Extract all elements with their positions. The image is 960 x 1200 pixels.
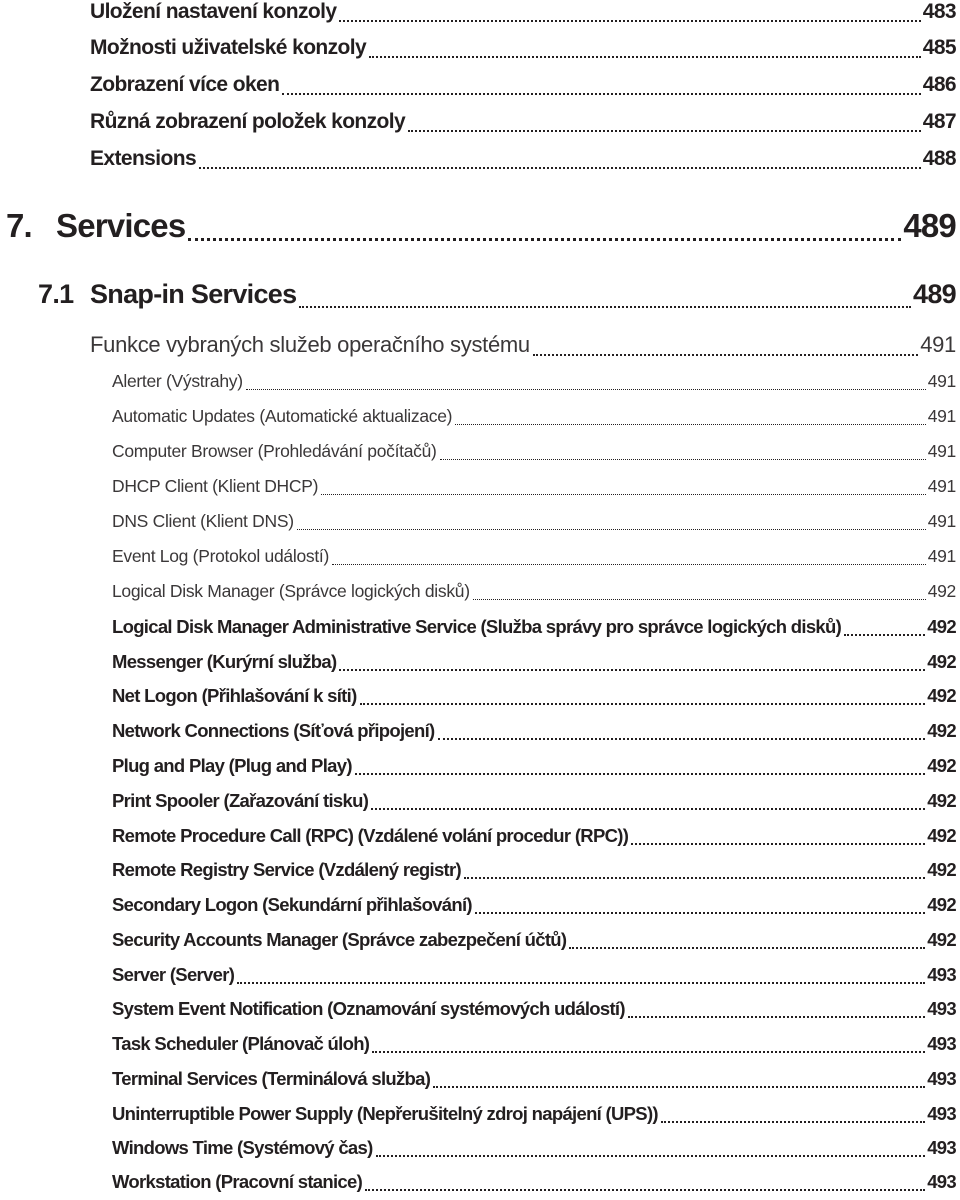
toc-service-entry[interactable]	[112, 441, 956, 465]
service-title: Event Log (Protokol událostí)	[112, 546, 329, 566]
dot-leader	[569, 929, 925, 954]
toc-service-entry[interactable]	[112, 1068, 956, 1093]
service-title: Task Scheduler (Plánovač úloh)	[112, 1033, 370, 1054]
service-page: 492	[927, 685, 956, 706]
dot-leader	[661, 1103, 925, 1128]
toc-subsection[interactable]	[90, 332, 956, 362]
toc-service-entry[interactable]	[112, 511, 956, 535]
toc-service-entry[interactable]	[112, 1171, 956, 1196]
toc-service-entry[interactable]	[112, 1033, 956, 1058]
section-page: 489	[913, 279, 956, 309]
toc-entry-title: Extensions	[90, 147, 197, 170]
service-page: 491	[927, 511, 956, 531]
dot-leader	[246, 371, 926, 395]
chapter-number: 7.	[6, 207, 32, 244]
service-page: 491	[927, 546, 956, 566]
dot-leader	[355, 755, 925, 780]
service-page: 493	[927, 964, 956, 985]
toc-service-entry[interactable]	[112, 476, 956, 500]
toc-service-entry[interactable]	[112, 894, 956, 919]
toc-entry[interactable]	[90, 110, 956, 138]
dot-leader	[339, 0, 920, 28]
dot-leader	[360, 685, 926, 710]
dot-leader	[199, 147, 921, 175]
toc-entry-title: Uložení nastavení konzoly	[90, 0, 337, 23]
dot-leader	[433, 1068, 925, 1093]
dot-leader	[321, 476, 926, 500]
toc-service-entry[interactable]	[112, 964, 956, 989]
toc-entry[interactable]	[90, 73, 956, 101]
toc-service-entry[interactable]	[112, 755, 956, 780]
toc-entry-page: 487	[922, 110, 956, 133]
dot-leader	[299, 279, 911, 315]
dot-leader	[631, 825, 925, 850]
toc-service-entry[interactable]	[112, 825, 956, 850]
toc-entry-page: 488	[922, 147, 956, 170]
toc-service-entry[interactable]	[112, 406, 956, 430]
service-title: Plug and Play (Plug and Play)	[112, 755, 352, 776]
service-title: Remote Procedure Call (RPC) (Vzdálené volání procedur (RPC))	[112, 825, 629, 846]
dot-leader	[464, 859, 925, 884]
chapter-title: Services	[56, 207, 186, 244]
service-page: 492	[927, 929, 956, 950]
dot-leader	[438, 720, 926, 745]
toc-service-entry[interactable]	[112, 1137, 956, 1162]
dot-leader	[408, 110, 921, 138]
service-page: 492	[927, 894, 956, 915]
service-page: 491	[927, 406, 956, 426]
service-page: 493	[927, 1033, 956, 1054]
toc-service-entry[interactable]	[112, 790, 956, 815]
toc-entry[interactable]	[90, 147, 956, 175]
toc-service-entry[interactable]	[112, 651, 956, 676]
dot-leader	[297, 511, 926, 535]
dot-leader	[628, 998, 925, 1023]
service-title: Security Accounts Manager (Správce zabezpečení účtů)	[112, 929, 567, 950]
service-title: Remote Registry Service (Vzdálený registr)	[112, 859, 461, 880]
dot-leader	[440, 441, 926, 465]
toc-chapter[interactable]	[6, 207, 956, 249]
dot-leader	[282, 73, 920, 101]
service-title: Secondary Logon (Sekundární přihlašování)	[112, 894, 472, 915]
service-title: Automatic Updates (Automatické aktualizace)	[112, 406, 453, 426]
service-title: DNS Client (Klient DNS)	[112, 511, 294, 531]
dot-leader	[455, 406, 926, 430]
service-title: Computer Browser (Prohledávání počítačů)	[112, 441, 437, 461]
dot-leader	[844, 616, 925, 641]
dot-leader	[369, 36, 921, 64]
dot-leader	[533, 332, 918, 362]
service-title: Server (Server)	[112, 964, 235, 985]
dot-leader	[475, 894, 925, 919]
toc-entry[interactable]	[90, 36, 956, 64]
service-title: Uninterruptible Power Supply (Nepřerušitelný zdroj napájení (UPS))	[112, 1103, 658, 1124]
service-title: Windows Time (Systémový čas)	[112, 1137, 373, 1158]
dot-leader	[371, 790, 925, 815]
toc-service-entry[interactable]	[112, 929, 956, 954]
toc-service-entry[interactable]	[112, 859, 956, 884]
service-title: Print Spooler (Zařazování tisku)	[112, 790, 369, 811]
service-title: System Event Notification (Oznamování systémových událostí)	[112, 998, 625, 1019]
dot-leader	[365, 1171, 925, 1196]
service-title: Logical Disk Manager Administrative Service (Služba správy pro správce logických disků)	[112, 616, 842, 637]
dot-leader	[188, 207, 901, 249]
service-page: 492	[927, 720, 956, 741]
service-title: Terminal Services (Terminálová služba)	[112, 1068, 431, 1089]
toc-entry-title: Zobrazení více oken	[90, 73, 280, 96]
chapter-page: 489	[903, 207, 956, 244]
toc-entry-page: 483	[922, 0, 956, 23]
service-page: 492	[927, 755, 956, 776]
service-page: 492	[927, 859, 956, 880]
service-title: Workstation (Pracovní stanice)	[112, 1171, 363, 1192]
service-title: Logical Disk Manager (Správce logických disků)	[112, 581, 470, 601]
service-page: 492	[927, 616, 956, 637]
dot-leader	[339, 651, 925, 676]
toc-section[interactable]	[38, 279, 956, 315]
dot-leader	[237, 964, 925, 989]
service-page: 492	[927, 651, 956, 672]
toc-service-entry[interactable]	[112, 581, 956, 605]
toc-service-entry[interactable]	[112, 1103, 956, 1128]
subsection-title: Funkce vybraných služeb operačního systému	[90, 332, 530, 357]
dot-leader	[372, 1033, 925, 1058]
dot-leader	[473, 581, 926, 605]
service-title: Network Connections (Síťová připojení)	[112, 720, 435, 741]
toc-service-entry[interactable]	[112, 998, 956, 1023]
service-title: Messenger (Kurýrní služba)	[112, 651, 337, 672]
service-title: Alerter (Výstrahy)	[112, 371, 243, 391]
toc-entry-title: Různá zobrazení položek konzoly	[90, 110, 406, 133]
toc-entry-title: Možnosti uživatelské konzoly	[90, 36, 367, 59]
dot-leader	[376, 1137, 926, 1162]
service-page: 492	[927, 825, 956, 846]
service-title: DHCP Client (Klient DHCP)	[112, 476, 319, 496]
service-page: 492	[927, 581, 956, 601]
toc-entry[interactable]	[90, 0, 956, 28]
toc-entry-page: 486	[922, 73, 956, 96]
service-page: 491	[927, 441, 956, 461]
toc-service-entry[interactable]	[112, 371, 956, 395]
dot-leader	[332, 546, 926, 570]
toc-entry-page: 485	[922, 36, 956, 59]
toc-service-entry[interactable]	[112, 720, 956, 745]
toc-service-entry[interactable]	[112, 546, 956, 570]
section-number: 7.1	[38, 279, 74, 309]
section-title: Snap-in Services	[90, 279, 297, 309]
subsection-page: 491	[920, 332, 956, 357]
service-page: 493	[927, 1171, 956, 1192]
toc-service-entry[interactable]	[112, 685, 956, 710]
service-page: 493	[927, 1103, 956, 1124]
toc-service-entry[interactable]	[112, 616, 956, 641]
service-page: 491	[927, 371, 956, 391]
service-page: 492	[927, 790, 956, 811]
service-page: 491	[927, 476, 956, 496]
service-page: 493	[927, 1137, 956, 1158]
service-page: 493	[927, 1068, 956, 1089]
service-page: 493	[927, 998, 956, 1019]
service-title: Net Logon (Přihlašování k síti)	[112, 685, 357, 706]
